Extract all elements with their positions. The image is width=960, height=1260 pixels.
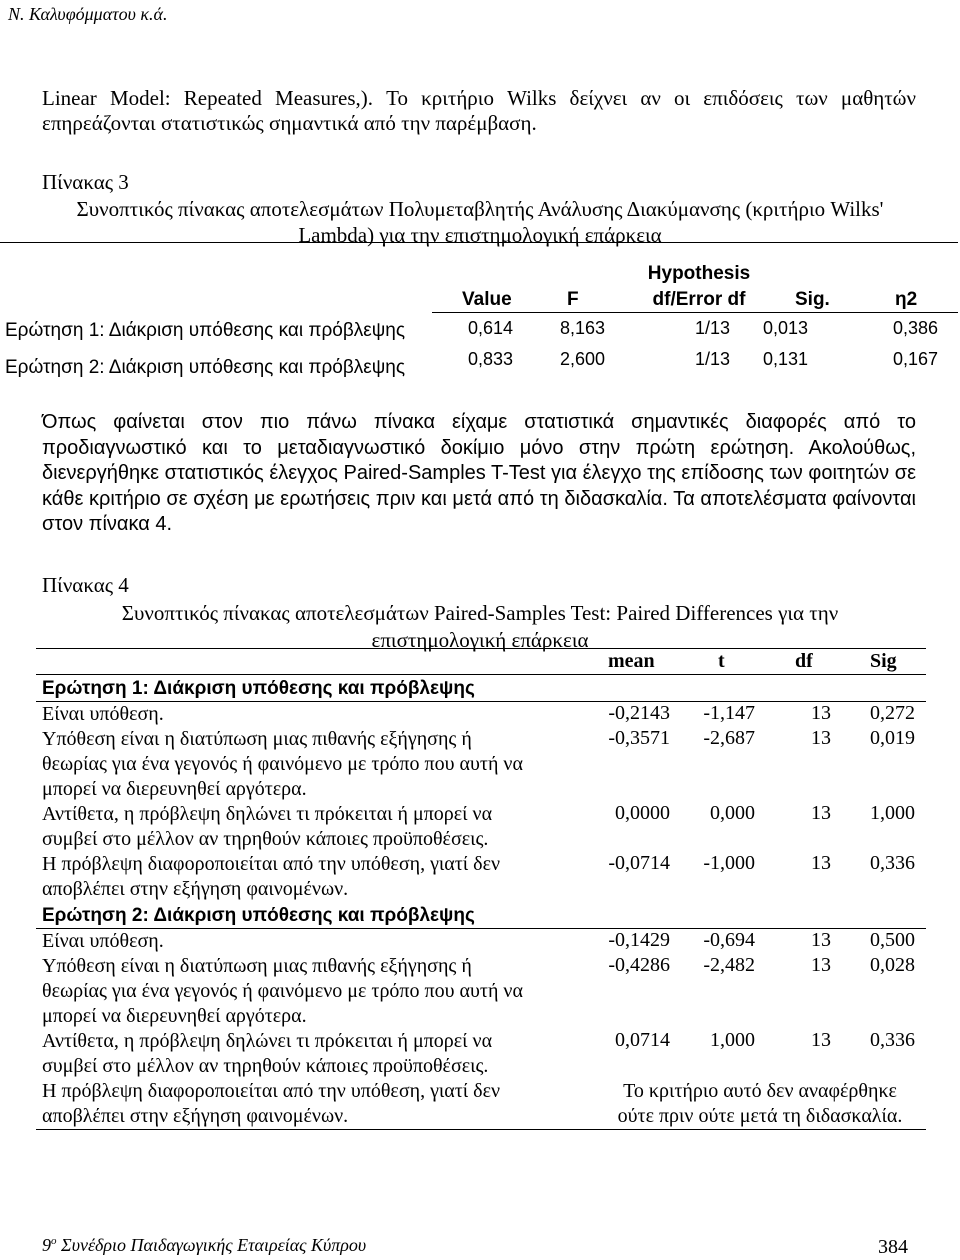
table4-s1-row3-label xyxy=(42,802,492,852)
table4-s1-row2-line2: θεωρίας για ένα γεγονός ή φαινόμενο με τρόπο που αυτή να xyxy=(42,753,523,775)
table4-s2-row4-line1: Η πρόβλεψη διαφοροποιείται από την υπόθεση, γιατί δεν xyxy=(42,1080,501,1102)
footer-conference-name: Συνέδριο Παιδαγωγικής Εταιρείας Κύπρου xyxy=(56,1235,367,1255)
table4-header-mean: mean xyxy=(608,650,655,672)
table3-row1-df: 1/13 xyxy=(694,318,730,338)
table4-s1-row2-t: -2,687 xyxy=(703,727,755,749)
table4-s1-row1-t: -1,147 xyxy=(703,702,755,724)
table4-s2-row1-df: 13 xyxy=(811,929,831,951)
table3-header-value: Value xyxy=(462,289,512,310)
table4-s2-row3-label xyxy=(42,1029,492,1079)
table4-s2-row4-label xyxy=(42,1079,500,1129)
footer-ordinal: 9 xyxy=(42,1235,51,1255)
table4-caption-line1: Συνοπτικός πίνακας αποτελεσμάτων Paired-Samples Test: Paired Differences για την xyxy=(121,601,839,625)
table4-caption xyxy=(0,600,960,654)
table4-s1-row4-mean: -0,0714 xyxy=(608,852,670,874)
table3-header-f: F xyxy=(567,289,579,310)
table4-s2-row4-note xyxy=(590,1079,930,1129)
table4-s1-row4-sig: 0,336 xyxy=(870,852,915,874)
table4-s1-row2-df: 13 xyxy=(811,727,831,749)
table4-header-rule xyxy=(36,674,926,675)
table4-s2-row3-mean: 0,0714 xyxy=(615,1029,670,1051)
table4-s1-row2-sig: 0,019 xyxy=(870,727,915,749)
intro-paragraph: Linear Model: Repeated Measures,). Το κριτήριο Wilks δείχνει αν οι επιδόσεις των μαθητών επηρεάζονται στατιστικώς σημαντικά από την παρέμβαση. xyxy=(42,86,916,135)
table4-section1-title: Ερώτηση 1: Διάκριση υπόθεσης και πρόβλεψης xyxy=(42,678,475,699)
table4-s2-row2-t: -2,482 xyxy=(703,954,755,976)
table4-s1-row4-line1: Η πρόβλεψη διαφοροποιείται από την υπόθεση, γιατί δεν xyxy=(42,853,501,875)
footer-conference xyxy=(42,1235,366,1256)
table3-header-hypothesis: Hypothesis xyxy=(647,263,751,284)
table4-caption-line2: επιστημολογική επάρκεια xyxy=(371,628,589,652)
table4-s2-row3-t: 1,000 xyxy=(710,1029,755,1051)
table4-s2-row4-note-line1: Το κριτήριο αυτό δεν αναφέρθηκε xyxy=(623,1080,897,1102)
footer-ordinal-sup: ο xyxy=(51,1235,57,1247)
table4-s1-row1-mean: -0,2143 xyxy=(608,702,670,724)
page-number: 384 xyxy=(878,1236,908,1258)
table4-header-t: t xyxy=(718,650,725,672)
table4-header-sig: Sig xyxy=(870,650,897,672)
table3-row1-f: 8,163 xyxy=(560,318,606,338)
table4-s2-row3-line2: συμβεί στο μέλλον αν τηρηθούν κάποιες προϋποθέσεις. xyxy=(42,1055,489,1077)
table3-row2-sig: 0,131 xyxy=(763,349,809,369)
body-paragraph: Όπως φαίνεται στον πιο πάνω πίνακα είχαμε στατιστικά σημαντικές διαφορές από το προδιαγνωστικό και το μεταδιαγνωστικό δοκίμιο μόνο στην πρώτη ερώτηση. Ακολούθως, διενεργήθηκε στατιστικός έλεγχος Paired-Samples T-Test για έλεγχο της επίδοσης των φοιτητών σε κάθε κριτήριο σε σχέση με ερωτήσεις πριν και μετά από τη διδασκαλία. Τα αποτελέσματα φαίνονται στον πίνακα 4. xyxy=(42,411,916,535)
table4-s1-row3-df: 13 xyxy=(811,802,831,824)
table3-top-rule xyxy=(0,242,958,243)
table4-s2-row1-sig: 0,500 xyxy=(870,929,915,951)
table4-s2-row2-line3: μπορεί να διερευνηθεί αργότερα. xyxy=(42,1005,307,1027)
table4-bottom-rule xyxy=(36,1129,926,1130)
table4-s1-row3-mean: 0,0000 xyxy=(615,802,670,824)
table4-s1-row2-line3: μπορεί να διερευνηθεί αργότερα. xyxy=(42,778,307,800)
table4-s2-row3-line1: Αντίθετα, η πρόβλεψη δηλώνει τι πρόκειται ή μπορεί να xyxy=(42,1030,493,1052)
table4-s2-row2-mean: -0,4286 xyxy=(608,954,670,976)
table3-row2-df: 1/13 xyxy=(694,349,730,369)
table4-s2-row1-t: -0,694 xyxy=(703,929,755,951)
table4-s2-row1-mean: -0,1429 xyxy=(608,929,670,951)
table4-s2-row4-note-line2: ούτε πριν ούτε μετά τη διδασκαλία. xyxy=(617,1105,903,1127)
table4-top-rule xyxy=(36,648,926,649)
table3-row1-value: 0,614 xyxy=(468,318,514,338)
table4-s2-row3-df: 13 xyxy=(811,1029,831,1051)
table4-s1-row4-line2: αποβλέπει στην εξήγηση φαινομένων. xyxy=(42,878,349,900)
table3-header-df: df/Error df xyxy=(652,289,746,310)
table4-s2-row2-sig: 0,028 xyxy=(870,954,915,976)
table4-s1-row1-df: 13 xyxy=(811,702,831,724)
table4-s1-row3-t: 0,000 xyxy=(710,802,755,824)
table3-row2-eta: 0,167 xyxy=(893,349,939,369)
table3-caption-line2: Lambda) για την επιστημολογική επάρκεια xyxy=(298,223,662,247)
table4-s1-row2-mean: -0,3571 xyxy=(608,727,670,749)
table4-s2-row2-label xyxy=(42,954,523,1029)
table3-row1-sig: 0,013 xyxy=(763,318,809,338)
table3-row2-f: 2,600 xyxy=(560,349,606,369)
table4-label: Πίνακας 4 xyxy=(42,573,129,597)
table4-s1-row3-sig: 1,000 xyxy=(870,802,915,824)
table4-s1-row2-label xyxy=(42,727,523,802)
table3-row1-label: Ερώτηση 1: Διάκριση υπόθεσης και πρόβλεψης xyxy=(5,320,406,341)
table4-s1-row1-sig: 0,272 xyxy=(870,702,915,724)
table4-s2-row4-line2: αποβλέπει στην εξήγηση φαινομένων. xyxy=(42,1105,349,1127)
table4-s1-row4-label xyxy=(42,852,500,902)
table4-header-df: df xyxy=(795,650,813,672)
table3-caption xyxy=(0,196,960,248)
table3-row2-value: 0,833 xyxy=(468,349,514,369)
table4-s2-row2-line2: θεωρίας για ένα γεγονός ή φαινόμενο με τρόπο που αυτή να xyxy=(42,980,523,1002)
table4-s2-row2-df: 13 xyxy=(811,954,831,976)
running-header-author: Ν. Καλυφόμματου κ.ά. xyxy=(8,4,168,24)
table4-section2-title: Ερώτηση 2: Διάκριση υπόθεσης και πρόβλεψης xyxy=(42,905,475,926)
table4-s1-row4-df: 13 xyxy=(811,852,831,874)
table4-s1-row4-t: -1,000 xyxy=(703,852,755,874)
table3-row2-label: Ερώτηση 2: Διάκριση υπόθεσης και πρόβλεψης xyxy=(5,357,406,378)
table3-header-sig: Sig. xyxy=(795,289,830,310)
table3-header-rule xyxy=(432,312,958,313)
table3-label: Πίνακας 3 xyxy=(42,170,129,194)
table4-s2-row2-line1: Υπόθεση είναι η διατύπωση μιας πιθανής εξήγησης ή xyxy=(42,955,472,977)
table4-s2-row3-sig: 0,336 xyxy=(870,1029,915,1051)
table3-caption-line1: Συνοπτικός πίνακας αποτελεσμάτων Πολυμεταβλητής Ανάλυσης Διακύμανσης (κριτήριο Wilks' xyxy=(76,197,884,221)
table4-s1-row2-line1: Υπόθεση είναι η διατύπωση μιας πιθανής εξήγησης ή xyxy=(42,728,472,750)
table3-row1-eta: 0,386 xyxy=(893,318,939,338)
table4-s1-row3-line2: συμβεί στο μέλλον αν τηρηθούν κάποιες προϋποθέσεις. xyxy=(42,828,489,850)
table4-s1-row3-line1: Αντίθετα, η πρόβλεψη δηλώνει τι πρόκειται ή μπορεί να xyxy=(42,803,493,825)
table4-s2-row1-label: Είναι υπόθεση. xyxy=(42,930,164,952)
table3-header-eta: η2 xyxy=(895,289,918,310)
table4-s1-row1-label: Είναι υπόθεση. xyxy=(42,703,164,725)
